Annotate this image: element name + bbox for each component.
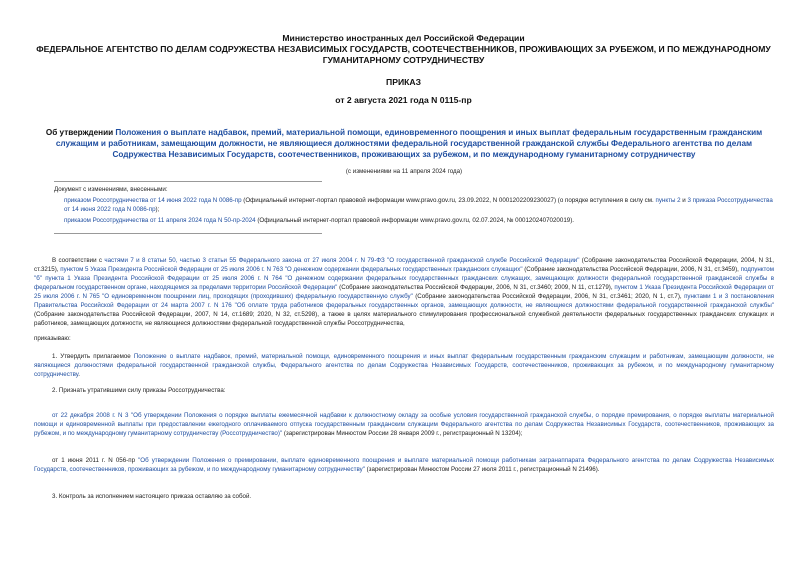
change-1-link3[interactable]: 3 приказа Россотрудничества от 14 июня 2022 года N 0086-пр: [64, 197, 773, 213]
preamble-text-4: (Собрание законодательства Российской Федерации, 2006, N 31, ст.3460; 2009, N 11, ст.1279),: [337, 284, 615, 291]
preamble-text-6: (Собрание законодательства Российской Федерации, 2007, N 14, ст.1689; 2020, N 32, ст.5298), а также в целях материального стимулирования профессиональной служебной деятельности федеральных государственных гражданских служащих и работников, замещающих должности, не являющиеся должностями федеральной государственной службы Россотрудничества,: [34, 311, 774, 327]
change-1-end: );: [155, 206, 160, 213]
doc-type: ПРИКАЗ: [386, 77, 421, 87]
repeal-1-link[interactable]: от 22 декабря 2008 г. N 3 "Об утверждении Положения о порядке выплаты ежемесячной надбавки к должностному окладу за особые условия государственной гражданской службы, о порядке премирования, о порядке выплаты материальной помощи и единовременной выплаты при предоставлении ежегодного оплачиваемого отпуска государственным гражданским служащим Федерального агентства по делам Содружества Независимых Государств, соотечественников, проживающих за рубежом, и по международному гуманитарному сотрудничеству (Россотрудничество)": [34, 412, 774, 437]
item-1-end: .: [78, 371, 80, 378]
divider-bottom: [54, 233, 322, 234]
order-item-1: [34, 352, 774, 379]
changes-note: (с изменениями на 11 апреля 2024 года): [345, 168, 463, 175]
repeal-2-link[interactable]: "Об утверждении Положения о премировании, выплате единовременного поощрения и выплате материальной помощи работникам загранаппарата Федерального агентства по делам Содружества Независимых Государств, соотечественников, проживающих за рубежом, и по международному гуманитарному сотрудничеству": [34, 457, 774, 473]
preamble-link-5[interactable]: пунктами 1 и 3 постановления Правительства Российской Федерации от 24 марта 2007 г. N 176 "Об оплате труда работников федеральных государственных органов, замещающих должности, не являющиеся должностями федеральной государственной гражданской службы": [34, 293, 774, 309]
order-word: приказываю:: [34, 335, 71, 342]
repeal-2-end: (зарегистрирован Минюстом России 27 июля 2011 г., регистрационный N 21496).: [364, 466, 600, 473]
change-1-link[interactable]: приказом Россотрудничества от 14 июня 2022 года N 0086-пр: [64, 197, 242, 204]
changes-block: [54, 185, 774, 225]
repeal-item-2: [34, 456, 774, 474]
change-item-1: [54, 196, 774, 214]
preamble-text-1: В соответствии с: [52, 257, 105, 264]
preamble: [34, 256, 774, 328]
change-1-text: (Официальный интернет-портал правовой информации www.pravo.gov.ru, 23.09.2022, N 0001202209230027) (о порядке вступления в силу см.: [241, 197, 656, 204]
changes-intro: Документ с изменениями, внесенными:: [54, 186, 168, 193]
repeal-1-end: (зарегистрирован Минюстом России 28 января 2009 г., регистрационный N 13204);: [282, 430, 523, 437]
change-2-text: (Официальный интернет-портал правовой информации www.pravo.gov.ru, 02.07.2024, № 0001202407020019).: [255, 217, 574, 224]
item-1-text: 1. Утвердить прилагаемое: [52, 353, 134, 360]
order-item-2: 2. Признать утратившими силу приказы Россотрудничества:: [52, 387, 226, 394]
repeal-item-1: [34, 411, 774, 438]
repeal-2-text: от 1 июня 2011 г. N 056-пр: [52, 457, 139, 464]
agency-title: ФЕДЕРАЛЬНОЕ АГЕНТСТВО ПО ДЕЛАМ СОДРУЖЕСТВА НЕЗАВИСИМЫХ ГОСУДАРСТВ, СООТЕЧЕСТВЕННИКОВ, ПРОЖИВАЮЩИХ ЗА РУБЕЖОМ, И ПО МЕЖДУНАРОДНОМУ ГУМАНИТАРНОМУ СОТРУДНИЧЕСТВУ: [36, 44, 771, 65]
preamble-link-1[interactable]: частями 7 и 8 статьи 50, частью 3 статьи 55 Федерального закона от 27 июля 2004 г. N 79-ФЗ "О государственной гражданской службе Российской Федерации": [104, 257, 580, 264]
change-item-2: [54, 216, 774, 225]
preamble-text-5: (Собрание законодательства Российской Федерации, 2006, N 31, ст.3461; 2020, N 1, ст.7),: [412, 293, 685, 300]
subject-link[interactable]: Положения о выплате надбавок, премий, материальной помощи, единовременного поощрения и иных выплат федеральным государственным гражданским служащим и работникам, замещающим должности, не являющиеся должностями федеральной государственной гражданской службы Федерального агентства по делам Содружества Независимых Государств, соотечественников, проживающих за рубежом, и по международному гуманитарному сотрудничеству: [55, 128, 763, 159]
item-1-link[interactable]: Положение о выплате надбавок, премий, материальной помощи, единовременного поощрения и иных выплат федеральным государственным гражданским служащим и работникам, замещающим должности, не являющиеся должностями федеральной государственной гражданской службы, Федерального агентства по делам Содружества Независимых Государств, соотечественников, проживающих за рубежом, и по международному гуманитарному сотрудничеству: [34, 353, 775, 378]
change-2-link[interactable]: приказом Россотрудничества от 11 апреля 2024 года N 50-пр-2024: [64, 217, 256, 224]
doc-subject: [34, 127, 774, 160]
subject-prefix: Об утверждении: [45, 128, 116, 137]
ministry-title: Министерство иностранных дел Российской Федерации: [282, 33, 525, 43]
preamble-text-2: (Собрание законодательства Российской Федерации, 2004, N 31, ст.3215),: [34, 257, 775, 273]
preamble-link-2[interactable]: пунктом 5 Указа Президента Российской Федерации от 25 июля 2006 г. N 763 "О денежном содержании федеральных государственных гражданских служащих": [60, 266, 523, 273]
divider-top: [54, 181, 322, 182]
preamble-text-3: (Собрание законодательства Российской Федерации, 2006, N 31, ст.3459),: [522, 266, 741, 273]
order-item-3: 3. Контроль за исполнением настоящего приказа оставляю за собой.: [52, 493, 252, 500]
preamble-link-4[interactable]: пунктом 1 Указа Президента Российской Федерации от 25 июля 2006 г. N 765 "О единовременном поощрении лиц, проходящих (проходивших) федеральную государственную службу": [34, 284, 774, 300]
change-1-link2[interactable]: пункты 2: [655, 197, 681, 204]
preamble-link-3[interactable]: подпунктом "б" пункта 1 Указа Президента Российской Федерации от 25 июля 2006 г. N 764 "О денежном содержании федеральных государственных гражданских служащих, замещающих должности федеральной государственной гражданской службы в федеральном государственном органе, находящемся за пределами территории Российской Федерации": [34, 266, 774, 291]
doc-date: от 2 августа 2021 года N 0115-пр: [335, 95, 472, 105]
change-1-mid: и: [680, 197, 688, 204]
